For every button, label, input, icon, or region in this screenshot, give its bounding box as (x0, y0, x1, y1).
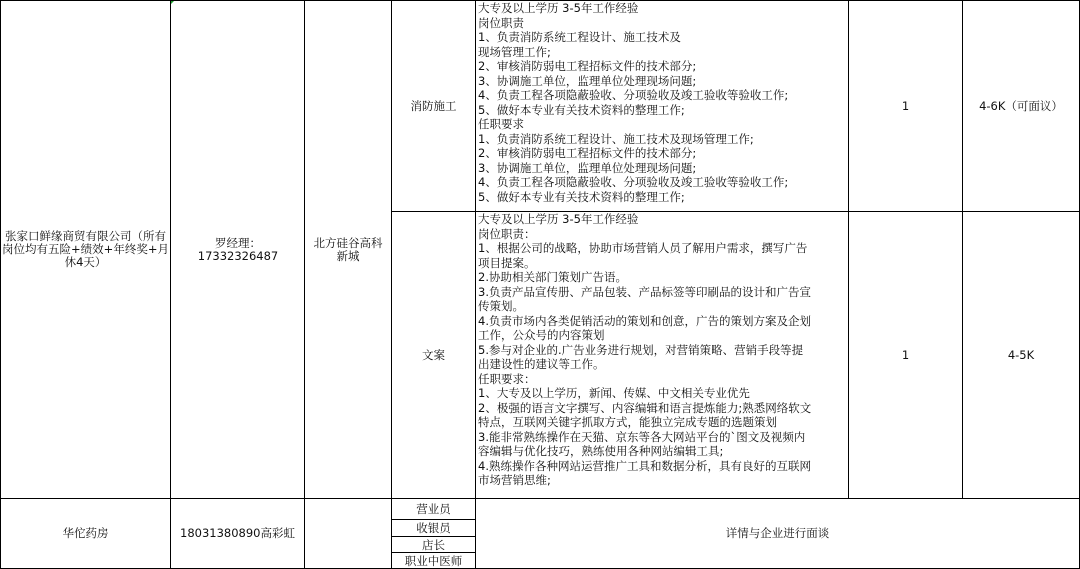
description-line: 5、做好本专业有关技术资料的整理工作; (478, 102, 685, 117)
description-line: 容编辑与优化技巧，熟练使用各种网站编辑工具; (478, 444, 724, 458)
description-line: 市场营销思维; (478, 473, 551, 487)
interview-note: 详情与企业进行面谈 (725, 526, 830, 540)
description-line: 4.负责市场内各类促销活动的策划和创意，广告的策划方案及企划 (478, 313, 811, 328)
contact-cell (171, 499, 304, 568)
description-line: 工作，公众号的内容策划 (478, 328, 605, 342)
description-line: 出建设性的建议等工作。 (478, 357, 605, 371)
salary: 4-5K (1007, 347, 1035, 362)
description-line: 5.参与对企业的.广告业务进行规划，对营销策略、营销手段等提 (478, 342, 804, 357)
company-name: 华佗药房 (62, 526, 109, 540)
description-line: 2、审核消防弱电工程招标文件的技术部分; (478, 146, 697, 160)
description-line: 大专及以上学历 3-5年工作经验 (478, 1, 639, 15)
company-name: 张家口鲜缘商贸有限公司（所有岗位均有五险+绩效+年终奖+月休4天） (2, 229, 169, 269)
position-description (478, 212, 846, 498)
description-line: 3.能非常熟练操作在天猫、京东等各大网站平台的`图文及视频内 (478, 429, 806, 444)
description-line: 1、大专及以上学历，新闻、传媒、中文相关专业优先 (478, 386, 750, 400)
position-title: 店长 (422, 537, 445, 552)
contact-info: 罗经理：17332326487 (197, 235, 279, 263)
description-line: 项目提案。 (478, 255, 536, 270)
description-line: 3.负责产品宣传册、产品包装、产品标签等印刷品的设计和广告宣 (478, 284, 811, 299)
interview-note-cell (476, 499, 1079, 568)
position-title: 营业员 (416, 502, 451, 516)
headcount: 1 (901, 98, 910, 113)
position-title: 文案 (422, 347, 445, 362)
grid-line (0, 0, 1, 569)
position-title: 收银员 (416, 521, 451, 535)
description-line: 1、负责消防系统工程设计、施工技术及现场管理工作; (478, 131, 754, 146)
salary-cell (963, 212, 1079, 498)
contact-cell (197, 1, 279, 498)
position-title-cell (392, 212, 475, 498)
description-line: 2、审核消防弱电工程招标文件的技术部分; (478, 59, 697, 73)
description-line: 4、负责工程各项隐蔽验收、分项验收及竣工验收等验收工作; (478, 88, 789, 102)
position-description (478, 1, 846, 211)
salary-cell (963, 1, 1079, 211)
position-title: 消防施工 (410, 98, 457, 113)
description-line: 1、根据公司的战略，协助市场营销人员了解用户需求，撰写广告 (478, 241, 808, 255)
description-line: 任职要求 (478, 117, 524, 131)
headcount-cell (849, 1, 962, 211)
contact-info: 18031380890高彩虹 (180, 526, 295, 540)
description-line: 4、负责工程各项隐蔽验收、分项验收及竣工验收等验收工作; (478, 175, 789, 189)
company-cell (2, 499, 169, 568)
description-line: 2.协助相关部门策划广告语。 (478, 270, 627, 284)
description-line: 大专及以上学历 3-5年工作经验 (478, 212, 639, 226)
description-line: 2、极强的语言文字撰写、内容编辑和语言提炼能力;熟悉网络软文 (478, 400, 812, 415)
position-title-cell (392, 1, 475, 211)
company-cell (2, 1, 169, 498)
salary: 4-6K（可面议） (979, 98, 1063, 113)
description-line: 3、协调施工单位，监理单位处理现场问题; (478, 160, 697, 175)
description-line: 岗位职责 (478, 15, 524, 30)
headcount: 1 (901, 347, 910, 362)
work-location: 北方硅谷高科新城 (313, 235, 383, 263)
description-line: 3、协调施工单位，监理单位处理现场问题; (478, 73, 697, 88)
description-line: 特点，互联网关键字抓取方式，能独立完成专题的选题策划 (478, 415, 777, 429)
position-title: 职业中医师 (404, 553, 463, 568)
grid-line (304, 0, 305, 569)
description-line: 岗位职责： (478, 226, 536, 241)
grid-line (475, 0, 476, 569)
headcount-cell (849, 212, 962, 498)
description-line: 现场管理工作; (478, 44, 551, 59)
description-line: 任职要求： (478, 371, 536, 386)
description-line: 1、负责消防系统工程设计、施工技术及 (478, 30, 681, 44)
grid-line (170, 0, 171, 569)
location-cell (306, 1, 390, 498)
description-line: 传策划。 (478, 299, 524, 313)
description-line: 5、做好本专业有关技术资料的整理工作; (478, 189, 685, 204)
description-line: 4.熟练操作各种网站运营推广工具和数据分析，具有良好的互联网 (478, 458, 811, 473)
